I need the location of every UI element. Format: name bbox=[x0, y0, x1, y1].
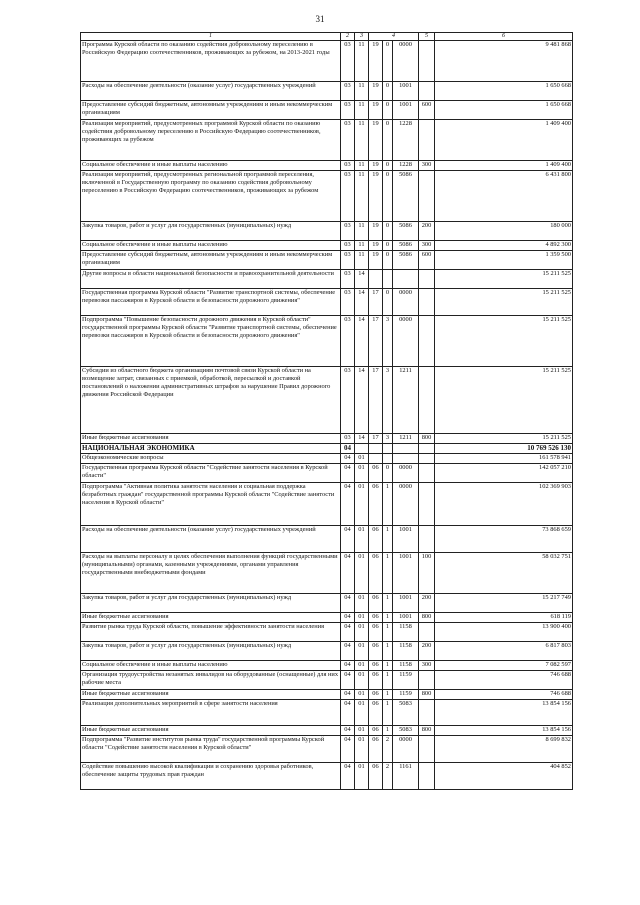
direction-code: 0000 bbox=[393, 316, 419, 367]
direction-code: 1158 bbox=[393, 661, 419, 671]
program-code: 06 bbox=[369, 661, 383, 671]
expense-type-code bbox=[419, 444, 435, 454]
section-code: 03 bbox=[341, 270, 355, 289]
subsection-code: 14 bbox=[355, 316, 369, 367]
column-number: 1 bbox=[81, 33, 341, 41]
column-number: 2 bbox=[341, 33, 355, 41]
row-name: НАЦИОНАЛЬНАЯ ЭКОНОМИКА bbox=[81, 444, 341, 454]
direction-code: 1158 bbox=[393, 623, 419, 642]
program-code: 06 bbox=[369, 736, 383, 763]
subprogram-code: 2 bbox=[383, 763, 393, 790]
subsection-code: 01 bbox=[355, 613, 369, 623]
row-name: Реализация мероприятий, предусмотренных региональной программой переселения, включенной в Государственную программу по оказанию содействия добровольному переселению в Российскую Федерацию соотечественников, проживающих за рубежом bbox=[81, 171, 341, 222]
program-code: 06 bbox=[369, 763, 383, 790]
program-code bbox=[369, 454, 383, 464]
amount: 15 211 525 bbox=[435, 316, 573, 367]
expense-type-code: 300 bbox=[419, 661, 435, 671]
expense-type-code bbox=[419, 763, 435, 790]
section-code: 04 bbox=[341, 444, 355, 454]
subsection-code: 01 bbox=[355, 726, 369, 736]
expense-type-code bbox=[419, 623, 435, 642]
row-name: Общеэкономические вопросы bbox=[81, 454, 341, 464]
row-name: Государственная программа Курской области "Развитие транспортной системы, обеспечение перевозки пассажиров в Курской области и безопасности дорожного движения" bbox=[81, 289, 341, 316]
direction-code: 1228 bbox=[393, 161, 419, 171]
program-code: 06 bbox=[369, 700, 383, 726]
direction-code: 1001 bbox=[393, 613, 419, 623]
amount: 58 032 751 bbox=[435, 553, 573, 594]
table-row bbox=[81, 454, 573, 464]
direction-code: 0000 bbox=[393, 483, 419, 526]
section-code: 04 bbox=[341, 526, 355, 553]
program-code: 06 bbox=[369, 553, 383, 594]
column-number: 3 bbox=[355, 33, 369, 41]
program-code: 19 bbox=[369, 222, 383, 241]
table-row bbox=[81, 700, 573, 726]
subprogram-code: 0 bbox=[383, 171, 393, 222]
direction-code: 1159 bbox=[393, 671, 419, 690]
table-row bbox=[81, 464, 573, 483]
section-code: 04 bbox=[341, 613, 355, 623]
table-row bbox=[81, 251, 573, 270]
table-row bbox=[81, 82, 573, 101]
expense-type-code bbox=[419, 316, 435, 367]
subsection-code: 11 bbox=[355, 82, 369, 101]
subsection-code: 14 bbox=[355, 434, 369, 444]
direction-code: 1001 bbox=[393, 82, 419, 101]
section-code: 03 bbox=[341, 120, 355, 161]
subsection-code: 01 bbox=[355, 464, 369, 483]
program-code: 19 bbox=[369, 82, 383, 101]
program-code: 19 bbox=[369, 120, 383, 161]
subsection-code: 01 bbox=[355, 671, 369, 690]
subprogram-code: 3 bbox=[383, 434, 393, 444]
amount: 15 217 749 bbox=[435, 594, 573, 613]
subprogram-code: 0 bbox=[383, 161, 393, 171]
expense-type-code bbox=[419, 41, 435, 82]
section-code: 03 bbox=[341, 251, 355, 270]
amount: 1 359 500 bbox=[435, 251, 573, 270]
row-name: Иные бюджетные ассигнования bbox=[81, 613, 341, 623]
table-row bbox=[81, 736, 573, 763]
direction-code: 1228 bbox=[393, 120, 419, 161]
row-name: Закупка товаров, работ и услуг для государственных (муниципальных) нужд bbox=[81, 222, 341, 241]
direction-code bbox=[393, 270, 419, 289]
program-code: 06 bbox=[369, 464, 383, 483]
expense-type-code: 800 bbox=[419, 613, 435, 623]
direction-code: 1001 bbox=[393, 594, 419, 613]
program-code: 06 bbox=[369, 671, 383, 690]
subprogram-code bbox=[383, 444, 393, 454]
subprogram-code: 0 bbox=[383, 101, 393, 120]
expense-type-code bbox=[419, 736, 435, 763]
amount: 7 082 597 bbox=[435, 661, 573, 671]
subsection-code: 01 bbox=[355, 690, 369, 700]
column-number: 5 bbox=[419, 33, 435, 41]
amount: 8 699 832 bbox=[435, 736, 573, 763]
amount: 1 409 400 bbox=[435, 120, 573, 161]
table-row bbox=[81, 444, 573, 454]
expense-type-code bbox=[419, 526, 435, 553]
table-row bbox=[81, 222, 573, 241]
subprogram-code: 0 bbox=[383, 41, 393, 82]
subsection-code: 11 bbox=[355, 251, 369, 270]
subsection-code: 14 bbox=[355, 367, 369, 434]
subprogram-code: 1 bbox=[383, 594, 393, 613]
section-code: 04 bbox=[341, 700, 355, 726]
section-code: 04 bbox=[341, 726, 355, 736]
program-code: 19 bbox=[369, 161, 383, 171]
expense-type-code bbox=[419, 700, 435, 726]
expense-type-code bbox=[419, 270, 435, 289]
section-code: 04 bbox=[341, 690, 355, 700]
amount: 102 369 903 bbox=[435, 483, 573, 526]
program-code: 19 bbox=[369, 171, 383, 222]
table-row bbox=[81, 171, 573, 222]
direction-code: 1001 bbox=[393, 526, 419, 553]
direction-code: 0000 bbox=[393, 41, 419, 82]
direction-code: 0000 bbox=[393, 289, 419, 316]
subprogram-code: 0 bbox=[383, 464, 393, 483]
amount: 13 900 400 bbox=[435, 623, 573, 642]
row-name: Развитие рынка труда Курской области, повышение эффективности занятости населения bbox=[81, 623, 341, 642]
program-code: 19 bbox=[369, 241, 383, 251]
table-row bbox=[81, 661, 573, 671]
expense-type-code: 600 bbox=[419, 251, 435, 270]
section-code: 03 bbox=[341, 434, 355, 444]
section-code: 03 bbox=[341, 82, 355, 101]
expense-type-code bbox=[419, 120, 435, 161]
expense-type-code: 200 bbox=[419, 642, 435, 661]
table-row bbox=[81, 367, 573, 434]
amount: 15 211 525 bbox=[435, 270, 573, 289]
column-number-row bbox=[81, 33, 573, 41]
subsection-code: 01 bbox=[355, 454, 369, 464]
program-code: 17 bbox=[369, 434, 383, 444]
program-code: 19 bbox=[369, 41, 383, 82]
table-row bbox=[81, 434, 573, 444]
row-name: Содействие повышению высокой квалификации и сохранению здоровья работников, обеспечение защиты трудовых прав граждан bbox=[81, 763, 341, 790]
section-code: 04 bbox=[341, 594, 355, 613]
subprogram-code: 1 bbox=[383, 690, 393, 700]
expense-type-code bbox=[419, 367, 435, 434]
subsection-code: 01 bbox=[355, 483, 369, 526]
table-row bbox=[81, 553, 573, 594]
row-name: Другие вопросы в области национальной безопасности и правоохранительной деятельности bbox=[81, 270, 341, 289]
section-code: 04 bbox=[341, 623, 355, 642]
subsection-code: 11 bbox=[355, 222, 369, 241]
table-row bbox=[81, 289, 573, 316]
row-name: Расходы на обеспечение деятельности (оказание услуг) государственных учреждений bbox=[81, 526, 341, 553]
table-row bbox=[81, 726, 573, 736]
subsection-code: 11 bbox=[355, 161, 369, 171]
table-row bbox=[81, 613, 573, 623]
section-code: 03 bbox=[341, 241, 355, 251]
table-row bbox=[81, 241, 573, 251]
program-code: 06 bbox=[369, 613, 383, 623]
expense-type-code bbox=[419, 82, 435, 101]
column-number: 6 bbox=[435, 33, 573, 41]
table-row bbox=[81, 526, 573, 553]
amount: 73 868 659 bbox=[435, 526, 573, 553]
direction-code: 1161 bbox=[393, 763, 419, 790]
expense-type-code bbox=[419, 171, 435, 222]
subprogram-code: 1 bbox=[383, 553, 393, 594]
expense-type-code: 800 bbox=[419, 726, 435, 736]
table-row bbox=[81, 270, 573, 289]
table-row bbox=[81, 101, 573, 120]
table-row bbox=[81, 316, 573, 367]
row-name: Социальное обеспечение и иные выплаты населению bbox=[81, 661, 341, 671]
direction-code: 5083 bbox=[393, 700, 419, 726]
direction-code: 1211 bbox=[393, 434, 419, 444]
table-row bbox=[81, 763, 573, 790]
expense-type-code: 100 bbox=[419, 553, 435, 594]
program-code: 17 bbox=[369, 316, 383, 367]
program-code: 06 bbox=[369, 623, 383, 642]
subsection-code: 14 bbox=[355, 270, 369, 289]
section-code: 03 bbox=[341, 161, 355, 171]
subsection-code: 11 bbox=[355, 101, 369, 120]
expense-type-code bbox=[419, 454, 435, 464]
amount: 142 057 210 bbox=[435, 464, 573, 483]
direction-code bbox=[393, 444, 419, 454]
subsection-code: 01 bbox=[355, 553, 369, 594]
table-row bbox=[81, 671, 573, 690]
direction-code: 1001 bbox=[393, 553, 419, 594]
section-code: 03 bbox=[341, 41, 355, 82]
expense-type-code: 300 bbox=[419, 241, 435, 251]
program-code: 06 bbox=[369, 690, 383, 700]
subprogram-code bbox=[383, 270, 393, 289]
program-code: 06 bbox=[369, 483, 383, 526]
subprogram-code: 1 bbox=[383, 613, 393, 623]
direction-code: 1001 bbox=[393, 101, 419, 120]
subprogram-code: 1 bbox=[383, 483, 393, 526]
amount: 404 852 bbox=[435, 763, 573, 790]
section-code: 04 bbox=[341, 553, 355, 594]
amount: 746 688 bbox=[435, 690, 573, 700]
direction-code: 5083 bbox=[393, 726, 419, 736]
subprogram-code: 1 bbox=[383, 661, 393, 671]
row-name: Иные бюджетные ассигнования bbox=[81, 726, 341, 736]
subsection-code: 01 bbox=[355, 594, 369, 613]
direction-code: 1159 bbox=[393, 690, 419, 700]
section-code: 03 bbox=[341, 101, 355, 120]
table-row bbox=[81, 161, 573, 171]
section-code: 04 bbox=[341, 483, 355, 526]
subprogram-code: 1 bbox=[383, 526, 393, 553]
amount: 13 854 156 bbox=[435, 700, 573, 726]
expense-type-code bbox=[419, 289, 435, 316]
direction-code: 0000 bbox=[393, 736, 419, 763]
expense-type-code bbox=[419, 464, 435, 483]
budget-table bbox=[80, 32, 573, 790]
section-code: 04 bbox=[341, 736, 355, 763]
row-name: Закупка товаров, работ и услуг для государственных (муниципальных) нужд bbox=[81, 594, 341, 613]
amount: 1 650 668 bbox=[435, 82, 573, 101]
section-code: 03 bbox=[341, 289, 355, 316]
subsection-code: 01 bbox=[355, 736, 369, 763]
section-code: 04 bbox=[341, 454, 355, 464]
subsection-code: 01 bbox=[355, 623, 369, 642]
row-name: Расходы на выплаты персоналу в целях обеспечения выполнения функций государственными (муниципальными) органами, казенными учреждениями, органами управления государственными внебюджетными фондами bbox=[81, 553, 341, 594]
amount: 4 892 300 bbox=[435, 241, 573, 251]
table-row bbox=[81, 623, 573, 642]
program-code: 19 bbox=[369, 251, 383, 270]
subprogram-code: 0 bbox=[383, 289, 393, 316]
subprogram-code: 1 bbox=[383, 623, 393, 642]
row-name: Иные бюджетные ассигнования bbox=[81, 690, 341, 700]
program-code: 06 bbox=[369, 526, 383, 553]
amount: 10 769 526 130 bbox=[435, 444, 573, 454]
subprogram-code: 1 bbox=[383, 671, 393, 690]
program-code: 06 bbox=[369, 594, 383, 613]
row-name: Программа Курской области по оказанию содействия добровольному переселению в Российскую Федерацию соотечественников, проживающих за рубежом, на 2013-2021 годы bbox=[81, 41, 341, 82]
program-code: 06 bbox=[369, 726, 383, 736]
subsection-code: 11 bbox=[355, 171, 369, 222]
expense-type-code: 200 bbox=[419, 594, 435, 613]
subprogram-code: 0 bbox=[383, 251, 393, 270]
subsection-code: 01 bbox=[355, 763, 369, 790]
row-name: Иные бюджетные ассигнования bbox=[81, 434, 341, 444]
table-row bbox=[81, 642, 573, 661]
amount: 6 431 800 bbox=[435, 171, 573, 222]
program-code: 17 bbox=[369, 289, 383, 316]
row-name: Закупка товаров, работ и услуг для государственных (муниципальных) нужд bbox=[81, 642, 341, 661]
direction-code: 5086 bbox=[393, 241, 419, 251]
row-name: Подпрограмма "Развитие институтов рынка труда" государственной программы Курской области "Содействие занятости населения в Курской области" bbox=[81, 736, 341, 763]
row-name: Расходы на обеспечение деятельности (оказание услуг) государственных учреждений bbox=[81, 82, 341, 101]
amount: 15 211 525 bbox=[435, 289, 573, 316]
expense-type-code: 800 bbox=[419, 690, 435, 700]
subprogram-code: 0 bbox=[383, 120, 393, 161]
expense-type-code: 300 bbox=[419, 161, 435, 171]
direction-code: 1158 bbox=[393, 642, 419, 661]
program-code bbox=[369, 270, 383, 289]
subprogram-code: 2 bbox=[383, 736, 393, 763]
amount: 1 650 668 bbox=[435, 101, 573, 120]
row-name: Реализация дополнительных мероприятий в сфере занятости населения bbox=[81, 700, 341, 726]
row-name: Предоставление субсидий бюджетным, автономным учреждениям и иным некоммерческим организациям bbox=[81, 101, 341, 120]
direction-code bbox=[393, 454, 419, 464]
section-code: 04 bbox=[341, 661, 355, 671]
amount: 6 817 803 bbox=[435, 642, 573, 661]
expense-type-code bbox=[419, 483, 435, 526]
subsection-code: 11 bbox=[355, 241, 369, 251]
column-number: 4 bbox=[369, 33, 419, 41]
subprogram-code: 3 bbox=[383, 367, 393, 434]
row-name: Реализация мероприятий, предусмотренных программой Курской области по оказанию содействия добровольному переселению в Российскую Федерацию соотечественников, проживающих за рубежом bbox=[81, 120, 341, 161]
subsection-code bbox=[355, 444, 369, 454]
amount: 180 000 bbox=[435, 222, 573, 241]
subsection-code: 14 bbox=[355, 289, 369, 316]
program-code bbox=[369, 444, 383, 454]
section-code: 04 bbox=[341, 464, 355, 483]
direction-code: 5086 bbox=[393, 171, 419, 222]
program-code: 19 bbox=[369, 101, 383, 120]
row-name: Предоставление субсидий бюджетным, автономным учреждениям и иным некоммерческим организациям bbox=[81, 251, 341, 270]
subsection-code: 11 bbox=[355, 41, 369, 82]
subprogram-code: 1 bbox=[383, 700, 393, 726]
table-row bbox=[81, 483, 573, 526]
table-row bbox=[81, 690, 573, 700]
amount: 13 854 156 bbox=[435, 726, 573, 736]
section-code: 03 bbox=[341, 367, 355, 434]
section-code: 04 bbox=[341, 642, 355, 661]
subprogram-code: 0 bbox=[383, 222, 393, 241]
expense-type-code bbox=[419, 671, 435, 690]
subsection-code: 01 bbox=[355, 526, 369, 553]
expense-type-code: 200 bbox=[419, 222, 435, 241]
direction-code: 5086 bbox=[393, 251, 419, 270]
page-number: 31 bbox=[315, 14, 325, 24]
amount: 15 211 525 bbox=[435, 367, 573, 434]
amount: 15 211 525 bbox=[435, 434, 573, 444]
subprogram-code: 0 bbox=[383, 241, 393, 251]
subprogram-code: 3 bbox=[383, 316, 393, 367]
subprogram-code bbox=[383, 454, 393, 464]
table-row bbox=[81, 120, 573, 161]
section-code: 03 bbox=[341, 316, 355, 367]
row-name: Социальное обеспечение и иные выплаты населению bbox=[81, 161, 341, 171]
section-code: 04 bbox=[341, 671, 355, 690]
amount: 161 578 941 bbox=[435, 454, 573, 464]
subsection-code: 11 bbox=[355, 120, 369, 161]
amount: 618 119 bbox=[435, 613, 573, 623]
subprogram-code: 0 bbox=[383, 82, 393, 101]
section-code: 03 bbox=[341, 171, 355, 222]
direction-code: 1211 bbox=[393, 367, 419, 434]
amount: 9 481 868 bbox=[435, 41, 573, 82]
program-code: 17 bbox=[369, 367, 383, 434]
direction-code: 0000 bbox=[393, 464, 419, 483]
section-code: 03 bbox=[341, 222, 355, 241]
amount: 746 688 bbox=[435, 671, 573, 690]
row-name: Организация трудоустройства незанятых инвалидов на оборудованные (оснащенные) для них рабочие места bbox=[81, 671, 341, 690]
row-name: Государственная программа Курской области "Содействие занятости населения в Курской области" bbox=[81, 464, 341, 483]
program-code: 06 bbox=[369, 642, 383, 661]
direction-code: 5086 bbox=[393, 222, 419, 241]
section-code: 04 bbox=[341, 763, 355, 790]
subsection-code: 01 bbox=[355, 700, 369, 726]
subsection-code: 01 bbox=[355, 661, 369, 671]
row-name: Социальное обеспечение и иные выплаты населению bbox=[81, 241, 341, 251]
row-name: Подпрограмма "Повышение безопасности дорожного движения в Курской области" государственной программы Курской области "Развитие транспортной системы, обеспечение перевозки пассажиров в Курской области и безопасности дорожного движения" bbox=[81, 316, 341, 367]
table-row bbox=[81, 594, 573, 613]
row-name: Подпрограмма "Активная политика занятости населения и социальная поддержка безработных граждан" государственной программы Курской области "Содействие занятости населения в Курской области" bbox=[81, 483, 341, 526]
amount: 1 409 400 bbox=[435, 161, 573, 171]
row-name: Субсидии из областного бюджета организациям почтовой связи Курской области на возмещение затрат, связанных с приемкой, обработкой, пересылкой и доставкой постановлений о наложении административных штрафов за нарушение Правил дорожного движения Российской Федерации bbox=[81, 367, 341, 434]
table-row bbox=[81, 41, 573, 82]
expense-type-code: 600 bbox=[419, 101, 435, 120]
subprogram-code: 1 bbox=[383, 642, 393, 661]
expense-type-code: 800 bbox=[419, 434, 435, 444]
subsection-code: 01 bbox=[355, 642, 369, 661]
subprogram-code: 1 bbox=[383, 726, 393, 736]
